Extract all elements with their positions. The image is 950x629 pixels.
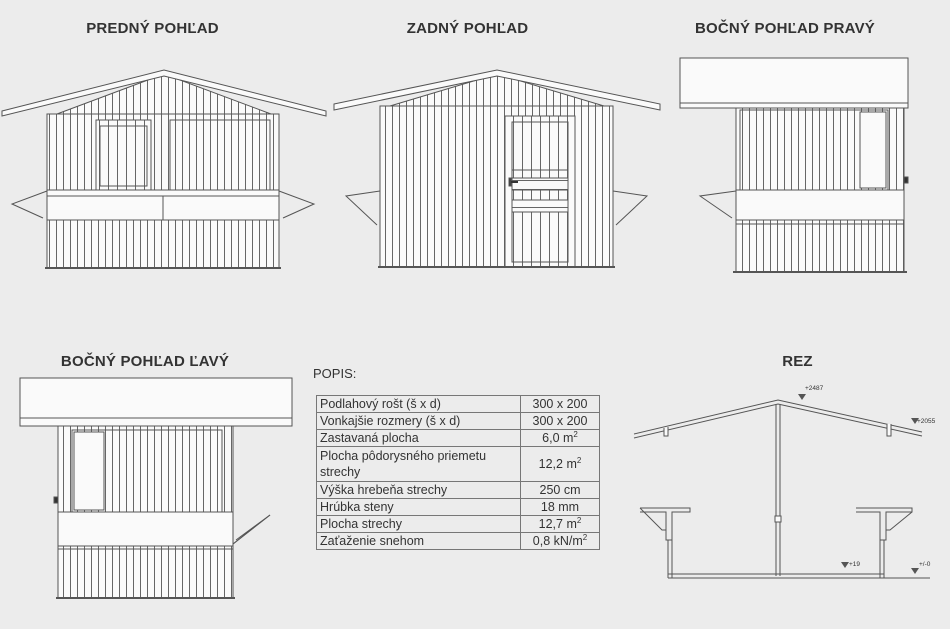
spec-row	[317, 396, 600, 413]
spec-row	[317, 482, 600, 499]
spec-value: 300 x 200	[521, 413, 600, 430]
spec-label: Plocha pôdorysného priemetu strechy	[317, 447, 521, 482]
spec-value: 12,7 $m^2$	[521, 516, 600, 533]
section-drawing	[634, 394, 930, 578]
spec-value: 18 mm	[521, 499, 600, 516]
front-elevation	[2, 70, 326, 268]
spec-table	[316, 395, 600, 550]
spec-value: 300 x 200	[521, 396, 600, 413]
spec-value: 250 cm	[521, 482, 600, 499]
spec-row	[317, 447, 600, 482]
spec-row	[317, 430, 600, 447]
level-eave-label: +2055	[917, 418, 936, 425]
spec-label: Plocha strechy	[317, 516, 521, 533]
section-view-title: REZ	[782, 353, 813, 370]
spec-label: Zastavaná plocha	[317, 430, 521, 447]
spec-label: Podlahový rošt (š x d)	[317, 396, 521, 413]
spec-value: 12,2 $m^2$	[521, 447, 600, 482]
side-left-elevation	[20, 378, 292, 598]
spec-label: Výška hrebeňa strechy	[317, 482, 521, 499]
level-floor-label: +19	[849, 561, 861, 568]
side-left-view-title: BOČNÝ POHĽAD ĽAVÝ	[60, 353, 230, 370]
spec-value: 0,8 $kN/m^2$	[521, 533, 600, 550]
front-view-title: PREDNÝ POHĽAD	[86, 20, 219, 37]
side-right-elevation	[680, 58, 908, 272]
back-elevation	[334, 70, 660, 267]
spec-label: Vonkajšie rozmery (š x d)	[317, 413, 521, 430]
spec-row	[317, 533, 600, 550]
spec-row	[317, 516, 600, 533]
spec-row	[317, 413, 600, 430]
level-ground-label: +/-0	[919, 561, 931, 568]
spec-label: Zaťaženie snehom	[317, 533, 521, 550]
level-ridge-label: +2487	[805, 385, 824, 392]
popis-label: POPIS:	[313, 366, 357, 381]
spec-value: 6,0 $m^2$	[521, 430, 600, 447]
side-right-view-title: BOČNÝ POHĽAD PRAVÝ	[694, 20, 875, 37]
spec-label: Hrúbka steny	[317, 499, 521, 516]
spec-row	[317, 499, 600, 516]
back-view-title: ZADNÝ POHĽAD	[406, 20, 529, 37]
